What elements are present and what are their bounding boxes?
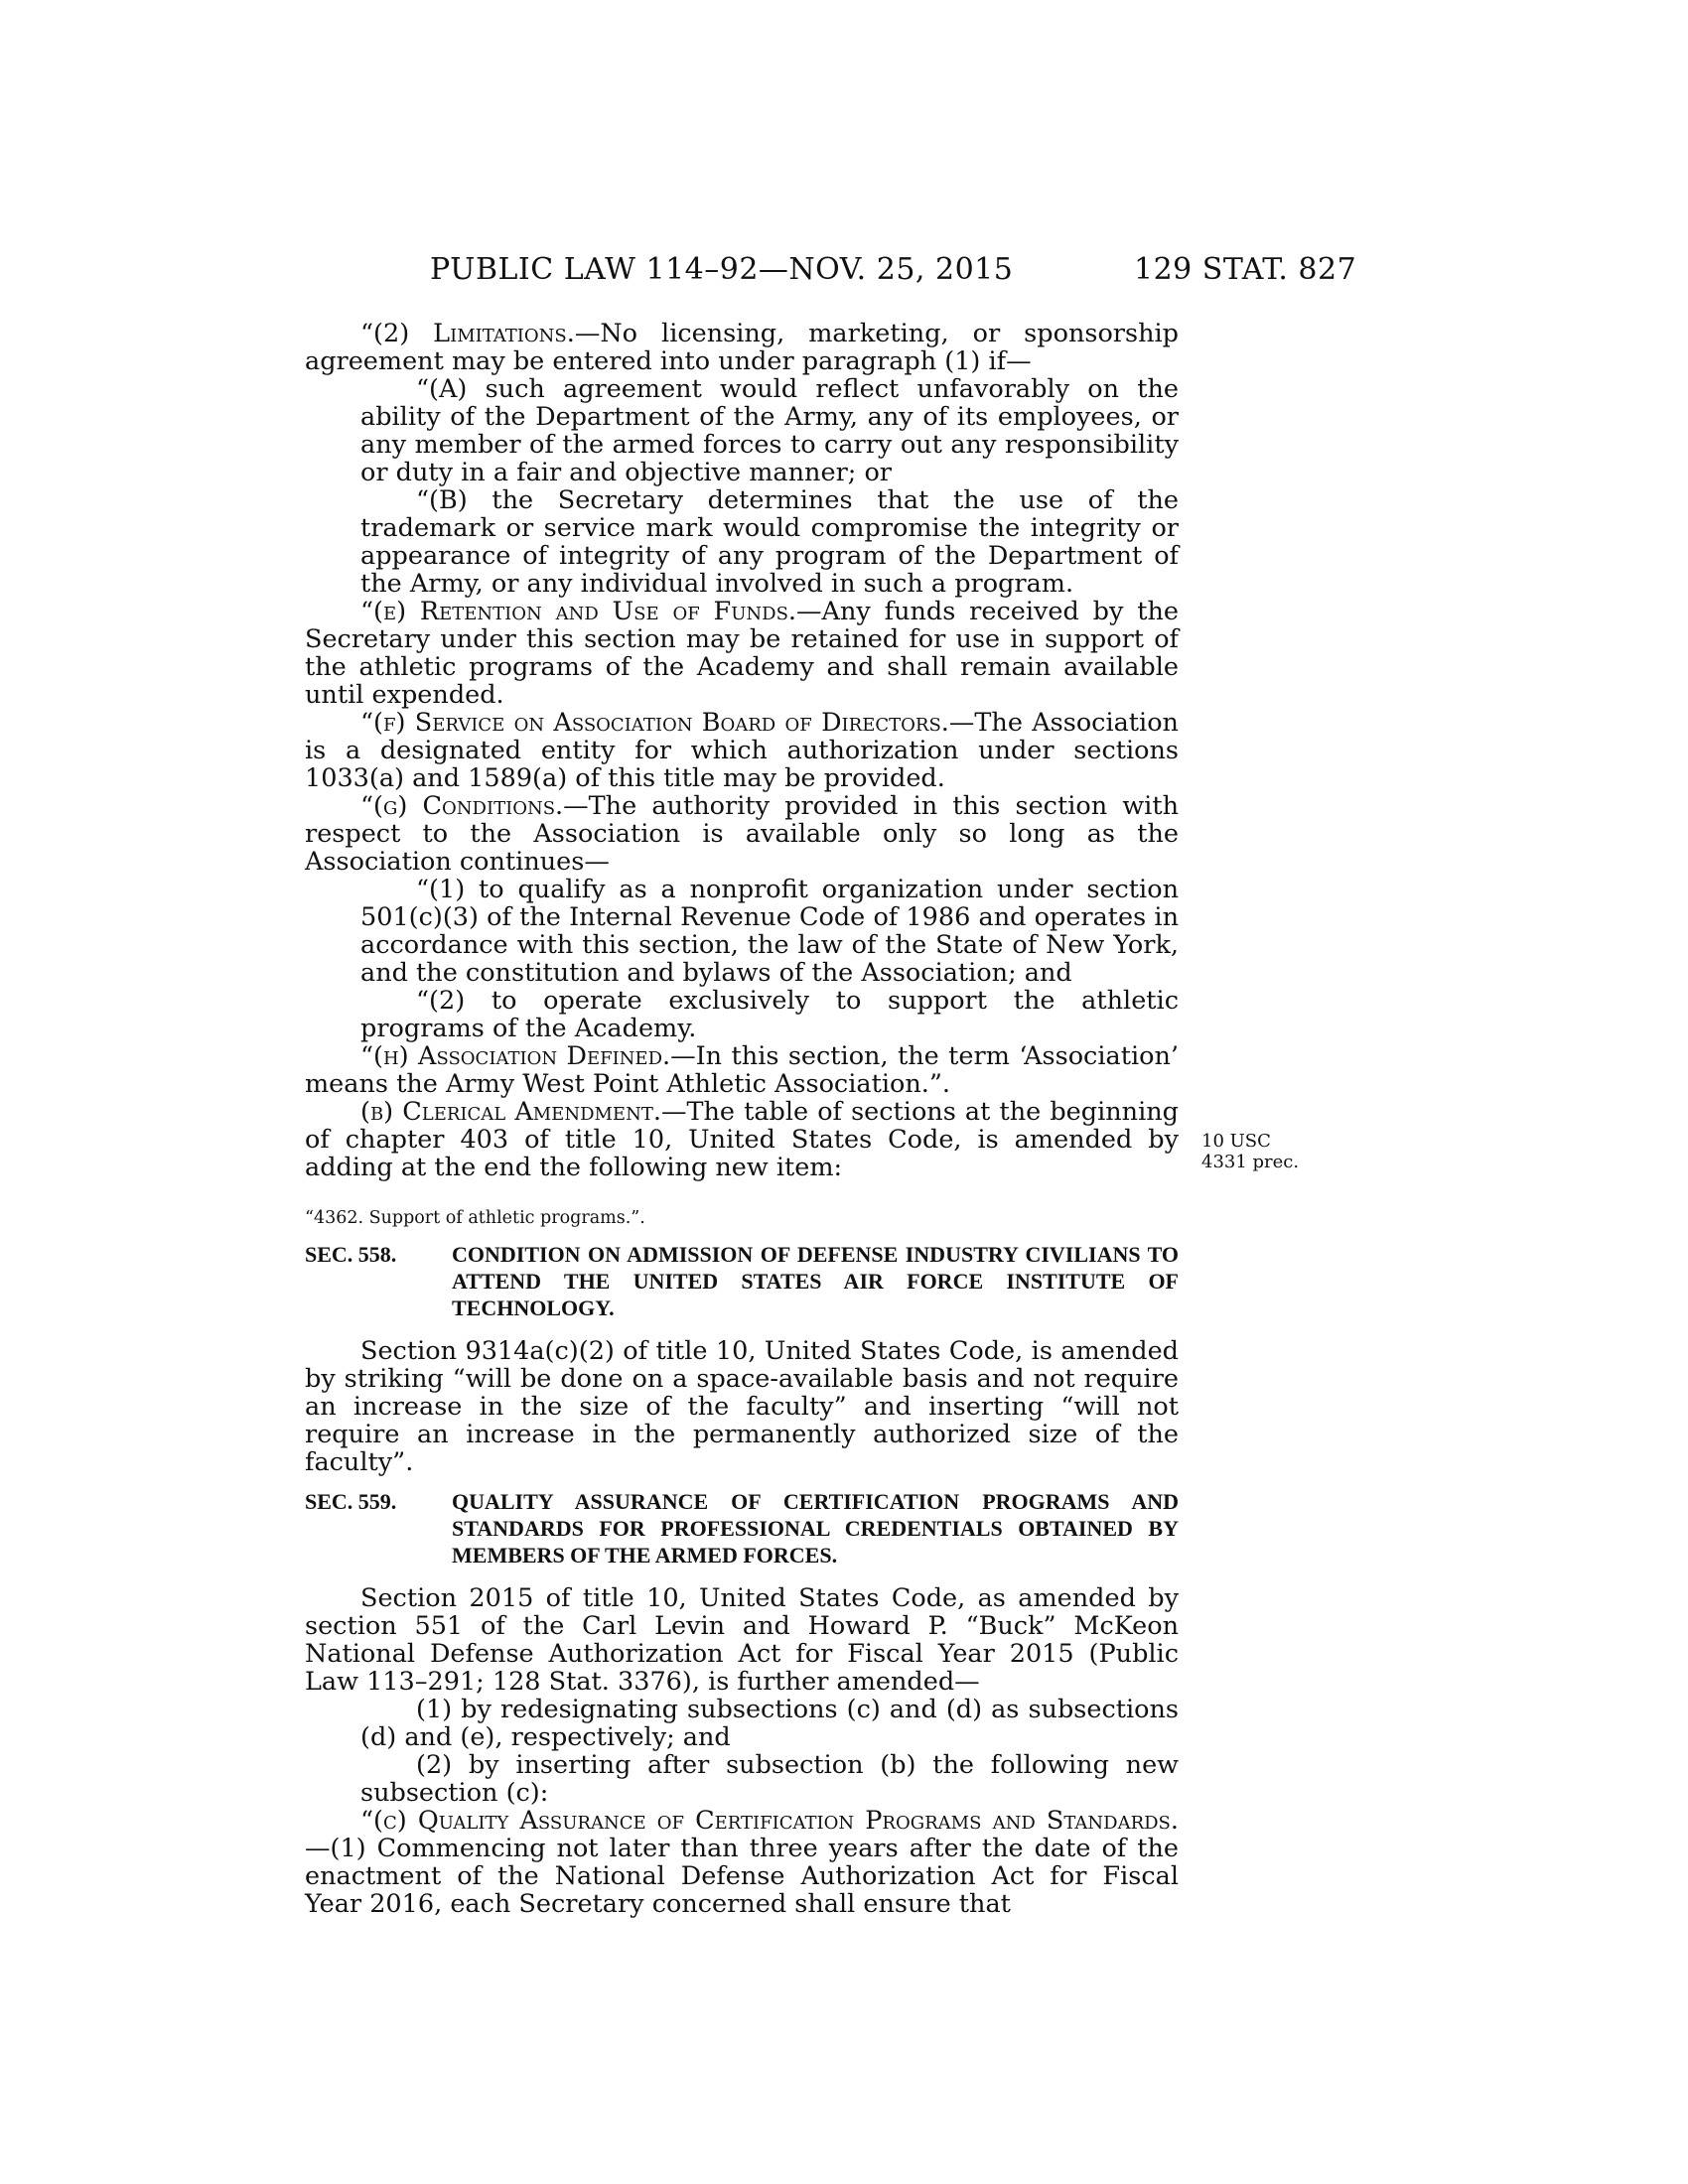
heading-conditions: “(g) Conditions. — [360, 791, 564, 821]
heading-limitations: “(2) Limitations. — [360, 319, 575, 348]
clause-a: “(A) such agreement would reflect unfavorably on the ability of the Department of the Army, any of its employees, or any member of the armed forces to carry out any responsibility or duty in a fair and objective manner; or — [360, 374, 1179, 487]
text-association: —In this section, the term ‘Association’ means the Army West Point Athletic Association.”. — [305, 1041, 1179, 1099]
section-558-number: SEC. 558. — [305, 1242, 397, 1267]
paragraph-limitations — [305, 320, 1179, 375]
section-559-title: QUALITY ASSURANCE OF CERTIFICATION PROGRAMS AND STANDARDS FOR PROFESSIONAL CREDENTIALS OBTAINED BY MEMBERS OF THE ARMED FORCES. — [452, 1489, 1179, 1568]
clerical-amendment — [305, 1098, 1179, 1181]
subsection-f — [305, 709, 1179, 792]
text-conditions: —The authority provided in this section with respect to the Association is available only so long as the Association continues— — [305, 791, 1179, 877]
body-text — [305, 320, 1179, 1918]
heading-retention: “(e) Retention and Use of Funds. — [360, 597, 797, 626]
text-quality-assurance: —(1) Commencing not later than three years after the date of the enactment of the National Defense Authorization Act for Fiscal Year 2016, each Secretary concerned shall ensure that — [305, 1834, 1179, 1919]
section-559-intro: Section 2015 of title 10, United States Code, as amended by section 551 of the Carl Levin and Howard P. “Buck” McKeon National Defense Authorization Act for Fiscal Year 2015 (Public Law 113–291; 128 Stat. 3376), is further amended— — [305, 1583, 1179, 1697]
section-558-title: CONDITION ON ADMISSION OF DEFENSE INDUSTRY CIVILIANS TO ATTEND THE UNITED STATES AIR FORCE INSTITUTE OF TECHNOLOGY. — [452, 1242, 1179, 1320]
section-559-heading — [305, 1488, 1179, 1569]
amendment-1: (1) by redesignating subsections (c) and (d) as subsections (d) and (e), respectively; and — [360, 1695, 1179, 1752]
clause-b: “(B) the Secretary determines that the use of the trademark or service mark would compromise the integrity or appearance of integrity of any program of the Department of the Army, or any individual involved in such a program. — [360, 485, 1179, 599]
subsection-g — [305, 792, 1179, 876]
margin-citation-line1: 10 USC — [1201, 1131, 1271, 1152]
margin-citation — [1201, 1131, 1299, 1172]
public-law-title: PUBLIC LAW 114–92—NOV. 25, 2015 — [430, 252, 1014, 287]
table-of-sections-item: “4362. Support of athletic programs.”. — [305, 1208, 645, 1228]
section-559-number: SEC. 559. — [305, 1489, 397, 1514]
section-558-text: Section 9314a(c)(2) of title 10, United States Code, is amended by striking “will be done on a space-available basis and not require an increase in the size of the faculty” and inserting “will not require an increase in the permanently authorized size of the faculty”. — [305, 1336, 1179, 1477]
heading-quality-assurance: “(c) Quality Assurance of Certification Programs and Standards. — [360, 1806, 1179, 1836]
condition-2: “(2) to operate exclusively to support the athletic programs of the Academy. — [360, 986, 1179, 1043]
text-limitations: —No licensing, marketing, or sponsorship agreement may be entered into under paragraph (1) if— — [305, 319, 1179, 376]
condition-1: “(1) to qualify as a nonprofit organization under section 501(c)(3) of the Internal Revenue Code of 1986 and operates in accordance with this section, the law of the State of New York, and the constitution and bylaws of the Association; and — [360, 875, 1179, 988]
text-retention: —Any funds received by the Secretary under this section may be retained for use in support of the athletic programs of the Academy and shall remain available until expended. — [305, 597, 1179, 710]
section-558-heading — [305, 1241, 1179, 1321]
subsection-e — [305, 598, 1179, 709]
margin-citation-line2: 4331 prec. — [1201, 1152, 1300, 1172]
statute-page-ref: 129 STAT. 827 — [1134, 252, 1357, 287]
heading-association: “(h) Association Defined. — [360, 1041, 671, 1071]
subsection-c — [305, 1807, 1179, 1918]
running-header — [0, 252, 1688, 292]
heading-service: “(f) Service on Association Board of Directors. — [360, 708, 949, 738]
text-clerical: —The table of sections at the beginning of chapter 403 of title 10, United States Code, is amended by adding at the end the following new item: — [305, 1097, 1179, 1182]
subsection-h — [305, 1042, 1179, 1098]
text-service: —The Association is a designated entity for which authorization under sections 1033(a) and 1589(a) of this title may be provided. — [305, 708, 1179, 793]
amendment-2: (2) by inserting after subsection (b) the following new subsection (c): — [360, 1750, 1179, 1808]
heading-clerical: (b) Clerical Amendment. — [360, 1097, 661, 1127]
